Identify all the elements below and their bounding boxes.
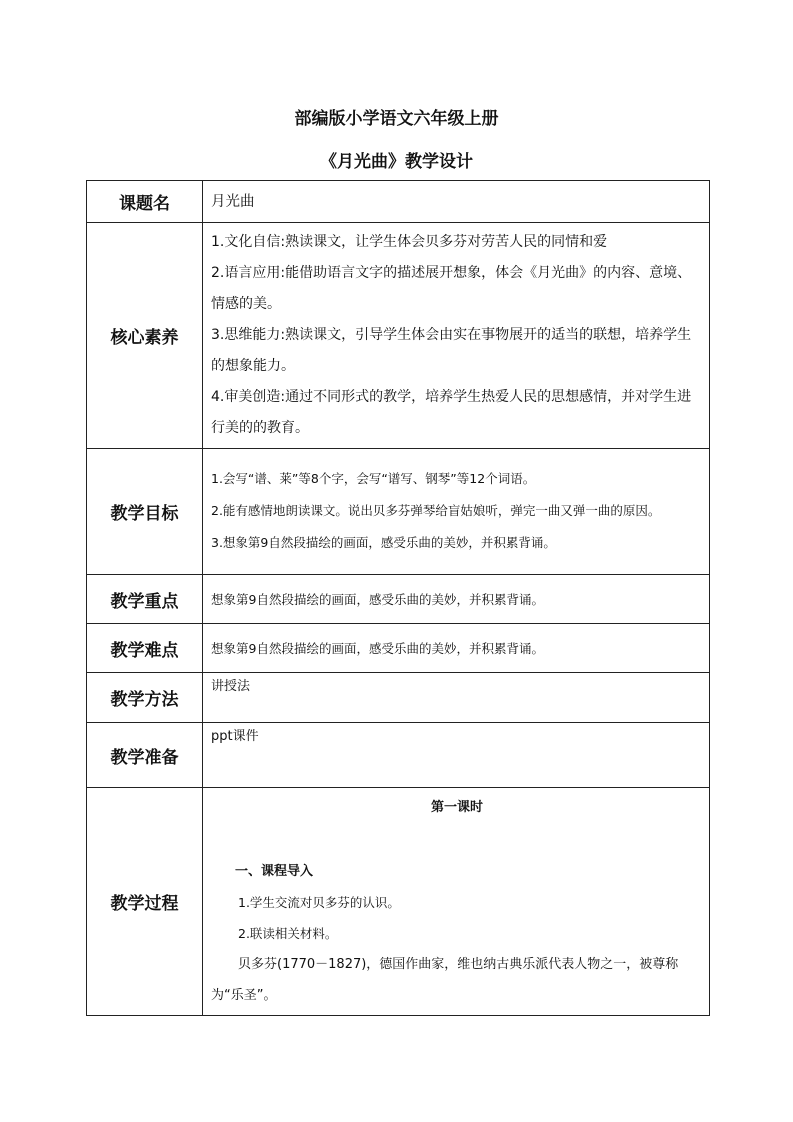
row-method <box>87 673 710 723</box>
literacy-line-2: 2.语言应用:能借助语言文字的描述展开想象，体会《月光曲》的内容、意境、情感的美。 <box>211 265 692 312</box>
label-method: 教学方法 <box>87 673 203 723</box>
literacy-line-1: 1.文化自信:熟读课文，让学生体会贝多芬对劳苦人民的同情和爱 <box>211 234 608 250</box>
label-preparation: 教学准备 <box>87 723 203 788</box>
label-goals: 教学目标 <box>87 449 203 575</box>
label-topic: 课题名 <box>87 181 203 223</box>
value-literacy <box>203 223 710 449</box>
section-heading: 一、课程导入 <box>235 864 314 879</box>
label-key-points: 教学重点 <box>87 575 203 624</box>
value-goals <box>203 449 710 575</box>
document-subtitle: 《月光曲》教学设计 <box>320 152 473 172</box>
process-paragraph: 贝多芬(1770－1827)，德国作曲家，维也纳古典乐派代表人物之一，被尊称 <box>238 957 679 972</box>
row-literacy <box>87 223 710 449</box>
row-process <box>87 788 710 1016</box>
value-process <box>203 788 710 1016</box>
value-difficulties: 想象第9自然段描绘的画面，感受乐曲的美妙，并积累背诵。 <box>203 624 710 673</box>
row-goals <box>87 449 710 575</box>
goal-line-2: 2.能有感情地朗读课文。说出贝多芬弹琴给盲姑娘听，弹完一曲又弹一曲的原因。 <box>211 503 661 518</box>
process-item-2: 2.联读相关材料。 <box>238 926 338 941</box>
lesson-plan-table <box>86 180 710 1016</box>
value-preparation: ppt课件 <box>203 723 710 788</box>
label-process: 教学过程 <box>87 788 203 1016</box>
goal-line-3: 3.想象第9自然段描绘的画面，感受乐曲的美妙，并积累背诵。 <box>211 535 556 550</box>
value-method: 讲授法 <box>203 673 710 723</box>
value-topic: 月光曲 <box>203 181 710 223</box>
process-paragraph-continued: 为“乐圣”。 <box>211 988 277 1003</box>
label-difficulties: 教学难点 <box>87 624 203 673</box>
process-item-1: 1.学生交流对贝多芬的认识。 <box>238 895 400 910</box>
value-key-points: 想象第9自然段描绘的画面，感受乐曲的美妙，并积累背诵。 <box>203 575 710 624</box>
label-literacy: 核心素养 <box>87 223 203 449</box>
goal-line-1: 1.会写“谱、莱”等8个字，会写“谱写、钢琴”等12个词语。 <box>211 471 536 486</box>
document-title: 部编版小学语文六年级上册 <box>294 109 499 129</box>
literacy-line-3: 3.思维能力:熟读课文，引导学生体会由实在事物展开的适当的联想，培养学生的想象能力。 <box>211 327 692 374</box>
row-difficulties <box>87 624 710 673</box>
row-key-points <box>87 575 710 624</box>
row-preparation <box>87 723 710 788</box>
row-topic <box>87 181 710 223</box>
literacy-line-4: 4.审美创造:通过不同形式的教学，培养学生热爱人民的思想感情，并对学生进行美的的教育。 <box>211 389 692 436</box>
session-heading: 第一课时 <box>430 800 483 815</box>
